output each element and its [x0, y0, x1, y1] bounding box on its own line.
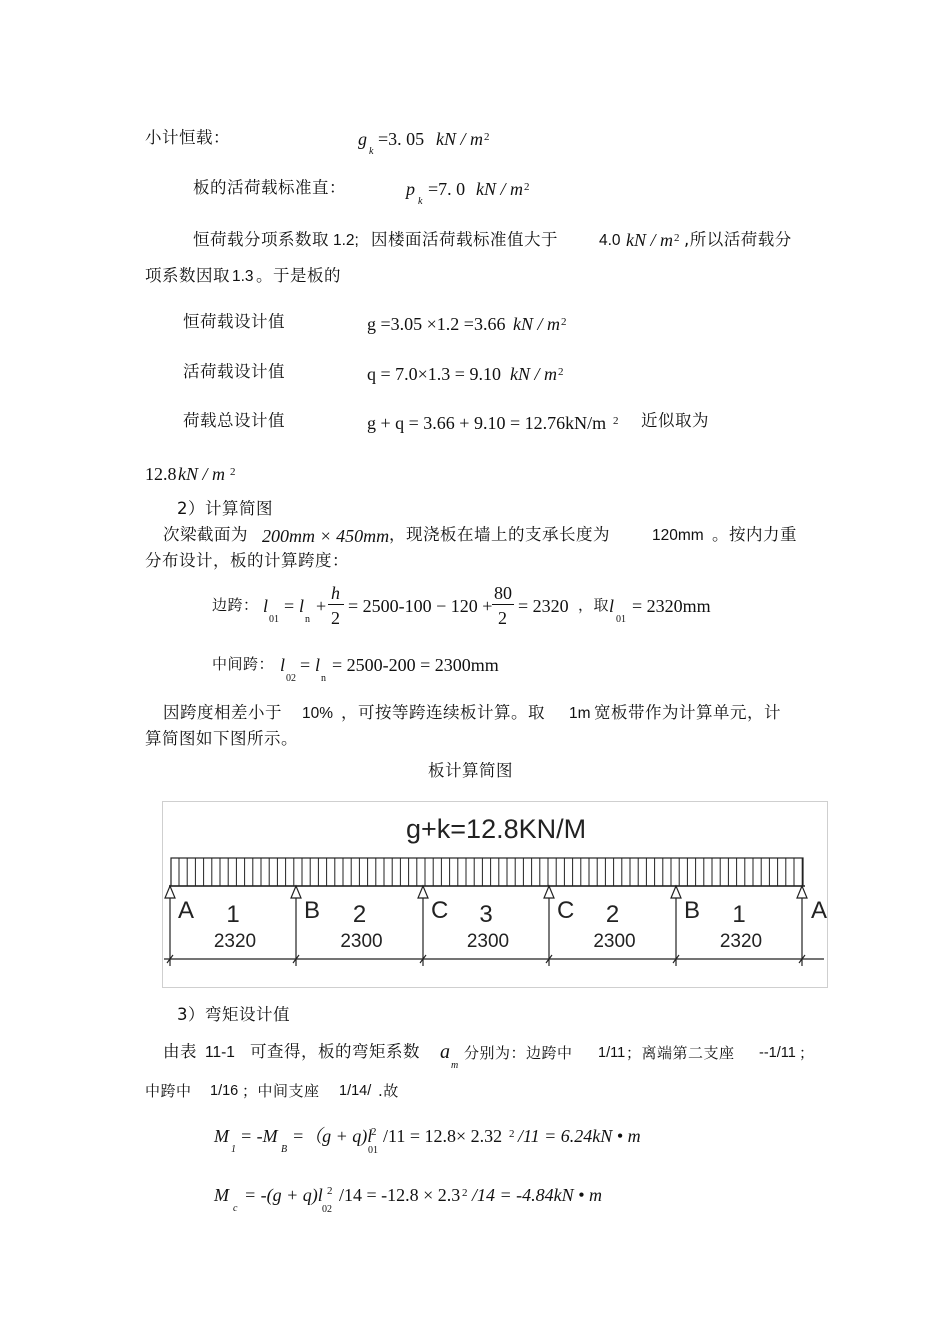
section3-p2-b: ；中间支座 [242, 1082, 320, 1100]
section2-p1-line2: 分布设计，板的计算跨度： [145, 551, 349, 570]
beam-diagram [162, 801, 828, 988]
design-total-label: 荷载总设计值 [183, 411, 285, 430]
eq1-sub01: 01 [368, 1145, 378, 1156]
section2-p1-c: 120mm [652, 527, 704, 544]
dead-load-label: 小计恒载： [145, 128, 230, 147]
support-label: C [431, 897, 449, 924]
section2-p1-d: 。按内力重 [712, 525, 797, 544]
span-length: 2300 [340, 931, 383, 952]
design-dead-exp: 2 [561, 316, 567, 328]
eq2-end: /14 = -4.84kN • m [472, 1185, 602, 1205]
eq1-expr: =（g + q)l [292, 1126, 373, 1146]
design-total-exp: 2 [613, 415, 619, 427]
edge-plus: + [316, 596, 327, 616]
frac2-den: 2 [498, 608, 507, 628]
section2-p2-v2: 1m [569, 705, 591, 722]
approx-exp: 2 [230, 466, 236, 478]
section2-p1-expr: 200mm × 450mm [262, 526, 390, 546]
eq1-sup2b: 2 [509, 1128, 515, 1140]
span-length: 2320 [213, 931, 257, 952]
live-load-unit: kN / m [476, 179, 523, 199]
load-label: g+k=12.8KN/M [406, 814, 587, 844]
eq1-subB: B [281, 1144, 288, 1155]
eq1-end: /11 = 6.24kN • m [518, 1126, 641, 1146]
mid-span-label: 中间跨： [212, 655, 275, 673]
frac1-num: h [331, 583, 340, 603]
frac2-line [492, 604, 514, 605]
section3-p1-v2: 1/11 [598, 1045, 626, 1061]
live-load-value: =7. 0 [428, 179, 466, 199]
mid-subn: n [321, 673, 326, 684]
eq1-sub1: 1 [231, 1144, 236, 1155]
live-load-symbol: p [406, 179, 415, 199]
support-label: B [304, 897, 321, 924]
section3-p1-d: ；离端第二支座 [626, 1044, 735, 1062]
design-live-label: 活荷载设计值 [183, 362, 285, 381]
factor-value-2: 4.0 [599, 232, 621, 249]
section3-p2-a: 中跨中 [145, 1082, 192, 1100]
support-label: A [811, 897, 828, 924]
edge-end: = 2320 [518, 596, 569, 616]
section2-p1-a: 次梁截面为 [163, 525, 248, 544]
mid-value: = 2500-200 = 2300mm [332, 655, 499, 675]
section3-p1-v3: --1/11 [759, 1045, 796, 1061]
mid-sub02: 02 [286, 673, 296, 684]
factor-exp: 2 [674, 232, 680, 244]
section3-p1-a: 由表 [163, 1042, 197, 1061]
edge-subn: n [305, 614, 310, 625]
dead-load-exp: 2 [484, 131, 490, 143]
design-live-unit: kN / m [510, 364, 557, 384]
eq2-subc: c [233, 1203, 238, 1214]
section3-heading: 3）弯矩设计值 [177, 1005, 290, 1024]
edge-l: l [263, 596, 269, 616]
section3-p2-v1: 1/16 [210, 1083, 239, 1099]
edge-sub01: 01 [269, 614, 279, 625]
mid-eq: = [300, 655, 311, 675]
section3-p2-c: .故 [378, 1082, 399, 1100]
support-label: C [557, 897, 575, 924]
section3-p2-v2: 1/14/ [339, 1083, 372, 1099]
edge-ln: l [299, 596, 305, 616]
edge-take: ，取 [578, 596, 610, 614]
section2-heading: 2）计算简图 [177, 499, 273, 518]
edge-take-value: = 2320mm [632, 596, 711, 616]
eq2-sup2b: 2 [462, 1187, 468, 1199]
eq1-sup2: 2 [371, 1126, 377, 1138]
section3-p1-e: ； [799, 1044, 815, 1062]
eq2-M: M [214, 1185, 229, 1205]
factor-unit: kN / m [626, 230, 673, 250]
frac1-den: 2 [331, 608, 340, 628]
section3-p1-sym: a [440, 1041, 450, 1063]
live-load-exp: 2 [524, 181, 530, 193]
factor-text-1: 恒荷载分项系数取 [193, 230, 329, 249]
factor-text-3: ,所以活荷载分 [684, 230, 792, 249]
eq1-mid: = -M [240, 1126, 278, 1146]
mid-ln: l [315, 655, 321, 675]
section3-p1-v1: 11-1 [205, 1044, 235, 1061]
design-live-exp: 2 [558, 366, 564, 378]
dead-load-value: =3. 05 [378, 129, 425, 149]
eq2-sup2: 2 [327, 1185, 333, 1197]
section3-p1-c: 分别为：边跨中 [464, 1044, 573, 1062]
design-live-expr: q = 7.0×1.3 = 9.10 [367, 364, 501, 384]
factor-line2-a: 项系数因取 [145, 266, 230, 285]
support-label: A [178, 897, 195, 924]
eq1-rest: /11 = 12.8× 2.32 [383, 1126, 503, 1146]
design-dead-label: 恒荷载设计值 [183, 312, 285, 331]
section2-p2-line2: 算简图如下图所示。 [145, 729, 298, 748]
factor-text-2: 因楼面活荷载标准值大于 [371, 230, 558, 249]
edge-mid: = 2500-100 − 120 + [348, 596, 493, 616]
dead-load-sub: k [369, 146, 374, 157]
span-number: 1 [226, 901, 240, 928]
span-number: 1 [732, 901, 746, 928]
span-number: 2 [605, 901, 620, 928]
approx-value: 12.8 [145, 464, 177, 484]
mid-l: l [280, 655, 286, 675]
span-number: 2 [352, 901, 367, 928]
span-length: 2320 [719, 931, 763, 952]
section3-p1-sub: m [451, 1060, 459, 1071]
section2-p2-c: 宽板带作为计算单元，计 [594, 703, 781, 722]
factor-line2-value: 1.3 [232, 268, 254, 285]
design-dead-unit: kN / m [513, 314, 560, 334]
edge-take-l: l [609, 596, 615, 616]
factor-line2-b: 。于是板的 [256, 266, 341, 285]
eq2-sub02: 02 [322, 1204, 332, 1215]
support-label: B [684, 897, 701, 924]
figure-caption: 板计算简图 [428, 761, 513, 780]
section2-p2-a: 因跨度相差小于 [163, 703, 282, 722]
section2-p1-b: ，现浇板在墙上的支承长度为 [389, 525, 610, 544]
approx-unit: kN / m [178, 464, 225, 484]
eq2-expr: = -(g + q)l [244, 1185, 323, 1205]
edge-take-sub: 01 [616, 614, 626, 625]
edge-span-label: 边跨： [212, 596, 259, 614]
live-load-label: 板的活荷载标准直： [193, 178, 346, 197]
eq1-M: M [214, 1126, 229, 1146]
span-length: 2300 [466, 931, 510, 952]
span-length: 2300 [593, 931, 636, 952]
frac1-line [328, 604, 344, 605]
design-total-expr: g + q = 3.66 + 9.10 = 12.76kN/m [367, 413, 607, 433]
live-load-sub: k [418, 196, 423, 207]
design-dead-expr: g =3.05 ×1.2 =3.66 [367, 314, 506, 334]
section3-p1-b: 可查得，板的弯矩系数 [250, 1042, 420, 1061]
span-number: 3 [479, 901, 493, 928]
section2-p2-b: ，可按等跨连续板计算。取 [341, 703, 545, 722]
dead-load-symbol: g [358, 129, 367, 149]
section2-p2-v1: 10% [302, 705, 334, 722]
frac2-num: 80 [494, 583, 512, 603]
dead-load-unit: kN / m [436, 129, 483, 149]
factor-value-1: 1.2; [333, 232, 359, 249]
eq2-rest: /14 = -12.8 × 2.3 [339, 1185, 461, 1205]
design-total-note: 近似取为 [641, 411, 709, 430]
edge-eq: = [284, 596, 295, 616]
